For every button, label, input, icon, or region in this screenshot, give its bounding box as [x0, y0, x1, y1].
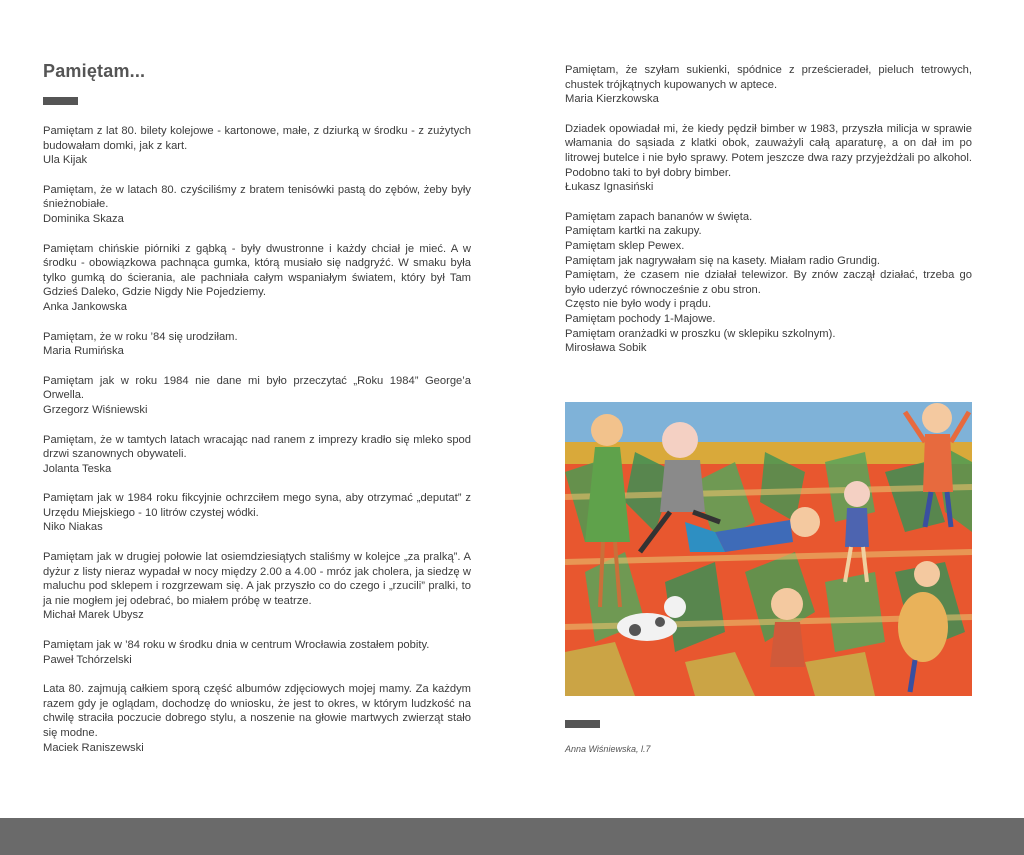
- entry-author: Maria Kierzkowska: [565, 93, 659, 106]
- page-title: Pamiętam...: [43, 61, 146, 81]
- memory-line: Pamiętam pochody 1-Majowe.: [565, 312, 716, 325]
- entry-author: Grzegorz Wiśniewski: [43, 403, 148, 416]
- right-column-entries: [565, 63, 972, 371]
- memory-list-entry: [565, 210, 972, 356]
- entry-author: Dominika Skaza: [43, 212, 124, 225]
- page-footer-band: [0, 818, 1024, 855]
- memory-line: Pamiętam kartki na zakupy.: [565, 225, 702, 238]
- memory-entry: Pamiętam jak w ’84 roku w środku dnia w centrum Wrocławia zostałem pobity. Paweł Tchórzelski: [43, 638, 471, 667]
- memory-entry: Pamiętam jak w roku 1984 nie dane mi było przeczytać „Roku 1984” George’a Orwella. Grzegorz Wiśniewski: [43, 374, 471, 416]
- memory-entry: Pamiętam, że w roku ’84 się urodziłam. Maria Rumińska: [43, 330, 471, 359]
- memory-entry: Pamiętam z lat 80. bilety kolejowe - kartonowe, małe, z dziurką w środku - z zużytych budowałam domki, jak z kart. Ula Kijak: [43, 125, 471, 167]
- left-column-entries: [43, 124, 471, 770]
- memory-entry: Dziadek opowiadał mi, że kiedy pędził bimber w 1983, przyszła milicja w sprawie włamania do sąsiada z klatki obok, zauważyli całą aparaturę, a on dał im po litrowej butelce i nie było sprawy. Potem jeszcze dwa razy przyjeżdżali po alkohol. Podobno taki to był dobry bimber. Łukasz Ignasiński: [565, 122, 972, 194]
- entry-author: Michał Marek Ubysz: [43, 609, 144, 622]
- caption-accent-bar: [565, 720, 600, 728]
- entry-author: Niko Niakas: [43, 521, 103, 534]
- image-caption: Anna Wiśniewska, l.7: [565, 744, 651, 754]
- memory-entry: Lata 80. zajmują całkiem sporą część albumów zdjęciowych mojej mamy. Za każdym razem gdy je oglądam, dochodzę do wniosku, że jest to okres, w którym ludzkość na chwilę straciła poczucie dobrego stylu, a noszenie na głowie martwych zwierząt stało się modne. Maciek Raniszewski: [43, 683, 471, 754]
- memory-line: Często nie było wody i prądu.: [565, 298, 712, 311]
- title-accent-bar: [43, 97, 78, 105]
- memory-entry: Pamiętam, że szyłam sukienki, spódnice z prześcieradeł, pieluch tetrowych, chustek trójkątnych kupowanych w aptece. Maria Kierzkowska: [565, 64, 972, 106]
- entry-author: Anka Jankowska: [43, 300, 127, 313]
- memory-entry: Pamiętam jak w drugiej połowie lat osiemdziesiątych staliśmy w kolejce „za pralką”. A dyżur z listy nieraz wypadał w nocy między 2.00 a 4.00 - mróz jak cholera, ja siedzę w maluchu pod sklepem i rozgrzewam się. A jak przyszło co do czego i „rzucili” pralki, to ja nie mogłem jej odebrać, bo miałem próbę w teatrze. Michał Marek Ubysz: [43, 551, 471, 622]
- memory-line: Pamiętam oranżadki w proszku (w sklepiku szkolnym).: [565, 327, 836, 340]
- entry-author: Paweł Tchórzelski: [43, 653, 132, 666]
- entry-author: Maria Rumińska: [43, 345, 124, 358]
- entry-author: Mirosława Sobik: [565, 342, 647, 355]
- memory-entry: Pamiętam jak w 1984 roku fikcyjnie ochrzciłem mego syna, aby otrzymać „deputat” z Urzędu Miejskiego - 10 litrów czystej wódki. Niko Niakas: [43, 492, 471, 534]
- entry-author: Jolanta Teska: [43, 462, 112, 475]
- memory-entry: Pamiętam, że w latach 80. czyściliśmy z bratem tenisówki pastą do zębów, żeby były śnieżnobiałe. Dominika Skaza: [43, 183, 471, 225]
- entry-author: Maciek Raniszewski: [43, 741, 144, 754]
- child-drawing-image: [565, 402, 972, 696]
- memory-line: Pamiętam, że czasem nie działał telewizor. By znów zaczął działać, trzeba go było uderzyć równocześnie z obu stron.: [565, 269, 972, 296]
- memory-line: Pamiętam sklep Pewex.: [565, 239, 685, 252]
- memory-line: Pamiętam jak nagrywałam się na kasety. Miałam radio Grundig.: [565, 254, 881, 267]
- memory-entry: Pamiętam, że w tamtych latach wracając nad ranem z imprezy kradło się mleko spod drzwi szanownych obywateli. Jolanta Teska: [43, 433, 471, 475]
- entry-author: Łukasz Ignasiński: [565, 181, 654, 194]
- memory-entry: Pamiętam chińskie piórniki z gąbką - były dwustronne i każdy chciał je mieć. A w środku - obowiązkowa pachnąca gumka, którą musiało się nadgryźć. W smaku była tylko gumką do ścierania, ale pachniała całym wspaniałym światem, który był Tam Gdzieś Daleko, Gdzie Nigdy Nie Pojedziemy. Anka Jankowska: [43, 242, 471, 313]
- memory-line: Pamiętam zapach bananów w święta.: [565, 210, 753, 223]
- entry-author: Ula Kijak: [43, 154, 88, 167]
